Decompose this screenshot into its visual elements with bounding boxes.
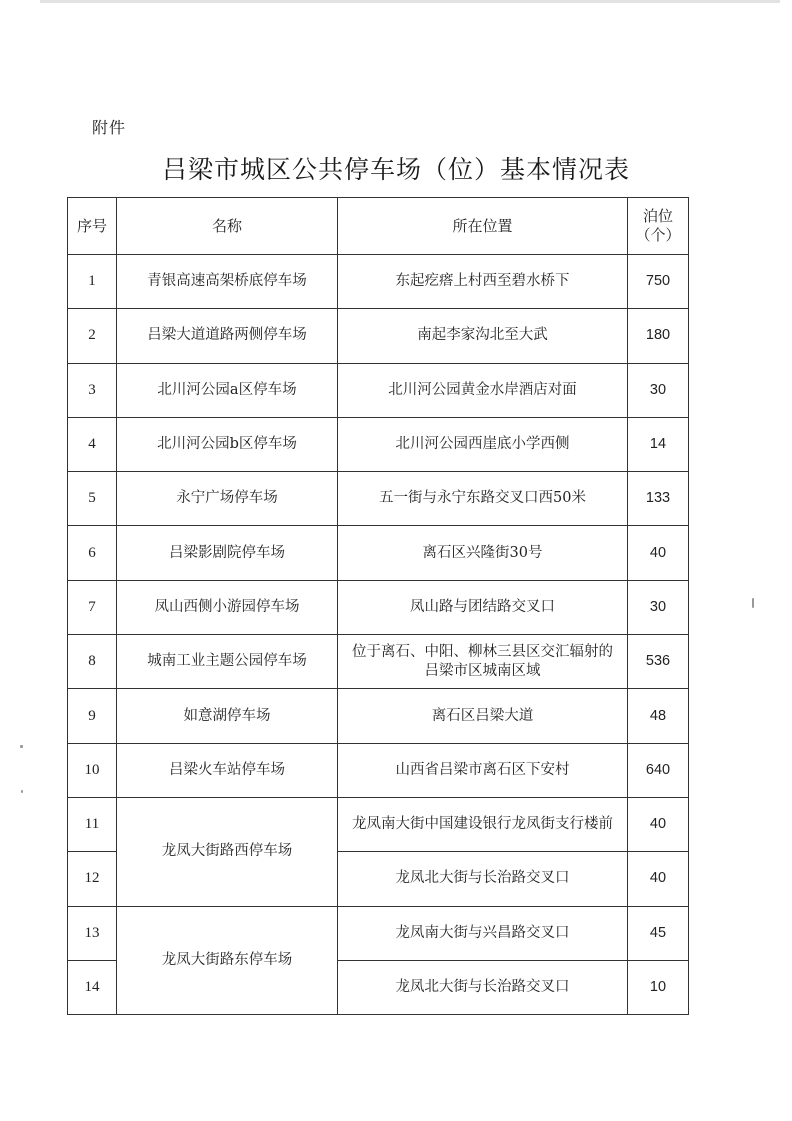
- table-row: [68, 309, 689, 363]
- header-capacity-line1: 泊位: [642, 207, 673, 225]
- row-capacity: 133: [628, 472, 689, 526]
- row-location: 南起李家沟北至大武: [338, 309, 628, 363]
- row-name: 龙凤大街路东停车场: [117, 906, 338, 1015]
- row-name: 凤山西侧小游园停车场: [117, 580, 338, 634]
- header-capacity: [628, 198, 689, 255]
- row-name: 永宁广场停车场: [117, 472, 338, 526]
- row-location: 龙凤南大街中国建设银行龙凤街支行楼前: [338, 797, 628, 851]
- row-index: 7: [68, 580, 117, 634]
- table-row: [68, 743, 689, 797]
- row-location: 离石区吕梁大道: [338, 689, 628, 743]
- row-capacity: 45: [628, 906, 689, 960]
- row-location-line2: 吕梁市区城南区域: [424, 662, 541, 679]
- table-row: [68, 526, 689, 580]
- table-row: [68, 363, 689, 417]
- row-name: 北川河公园a区停车场: [117, 363, 338, 417]
- row-index: 6: [68, 526, 117, 580]
- attachment-label: 附件: [92, 118, 127, 137]
- table-row: [68, 797, 689, 851]
- row-location: 东起疙瘩上村西至碧水桥下: [338, 255, 628, 309]
- row-location: 凤山路与团结路交叉口: [338, 580, 628, 634]
- table-row: [68, 906, 689, 960]
- scan-speck: [752, 598, 754, 608]
- page-title: 吕梁市城区公共停车场（位）基本情况表: [161, 155, 630, 184]
- scan-speck: [20, 745, 23, 748]
- row-index: 14: [68, 960, 117, 1014]
- table-row: [68, 255, 689, 309]
- row-name: 如意湖停车场: [117, 689, 338, 743]
- row-location: 龙凤南大街与兴昌路交叉口: [338, 906, 628, 960]
- header-index: 序号: [68, 198, 117, 255]
- row-index: 10: [68, 743, 117, 797]
- row-location: [338, 635, 628, 689]
- row-location: 五一街与永宁东路交叉口西50米: [338, 472, 628, 526]
- row-index: 5: [68, 472, 117, 526]
- row-index: 13: [68, 906, 117, 960]
- row-location: 北川河公园黄金水岸酒店对面: [338, 363, 628, 417]
- header-name: 名称: [117, 198, 338, 255]
- table-header-row: [68, 198, 689, 255]
- row-name: 龙凤大街路西停车场: [117, 797, 338, 906]
- row-name: 吕梁影剧院停车场: [117, 526, 338, 580]
- table-row: [68, 580, 689, 634]
- row-name: 青银高速高架桥底停车场: [117, 255, 338, 309]
- row-name: 城南工业主题公园停车场: [117, 635, 338, 689]
- row-location-line1: 位于离石、中阳、柳林三县区交汇辐射的: [352, 643, 613, 660]
- row-capacity: 40: [628, 852, 689, 906]
- row-capacity: 180: [628, 309, 689, 363]
- row-location: 山西省吕梁市离石区下安村: [338, 743, 628, 797]
- row-capacity: 40: [628, 526, 689, 580]
- parking-table: [67, 197, 689, 1015]
- row-capacity: 40: [628, 797, 689, 851]
- row-index: 2: [68, 309, 117, 363]
- row-index: 4: [68, 417, 117, 471]
- row-capacity: 14: [628, 417, 689, 471]
- row-name: 吕梁火车站停车场: [117, 743, 338, 797]
- row-location: 龙凤北大街与长治路交叉口: [338, 852, 628, 906]
- row-capacity: 30: [628, 580, 689, 634]
- row-location: 离石区兴隆街30号: [338, 526, 628, 580]
- row-name: 北川河公园b区停车场: [117, 417, 338, 471]
- table-row: [68, 635, 689, 689]
- row-index: 11: [68, 797, 117, 851]
- row-capacity: 750: [628, 255, 689, 309]
- row-capacity: 30: [628, 363, 689, 417]
- row-capacity: 48: [628, 689, 689, 743]
- scan-top-edge: [40, 0, 780, 3]
- row-index: 8: [68, 635, 117, 689]
- row-index: 12: [68, 852, 117, 906]
- scan-speck: [21, 790, 23, 793]
- row-capacity: 536: [628, 635, 689, 689]
- row-index: 1: [68, 255, 117, 309]
- row-capacity: 640: [628, 743, 689, 797]
- row-location: 北川河公园西崖底小学西侧: [338, 417, 628, 471]
- table-row: [68, 689, 689, 743]
- row-index: 9: [68, 689, 117, 743]
- header-location: 所在位置: [338, 198, 628, 255]
- header-capacity-line2: （个）: [635, 226, 681, 244]
- row-location: 龙凤北大街与长治路交叉口: [338, 960, 628, 1014]
- table-row: [68, 472, 689, 526]
- row-index: 3: [68, 363, 117, 417]
- table-row: [68, 417, 689, 471]
- row-capacity: 10: [628, 960, 689, 1014]
- row-name: 吕梁大道道路两侧停车场: [117, 309, 338, 363]
